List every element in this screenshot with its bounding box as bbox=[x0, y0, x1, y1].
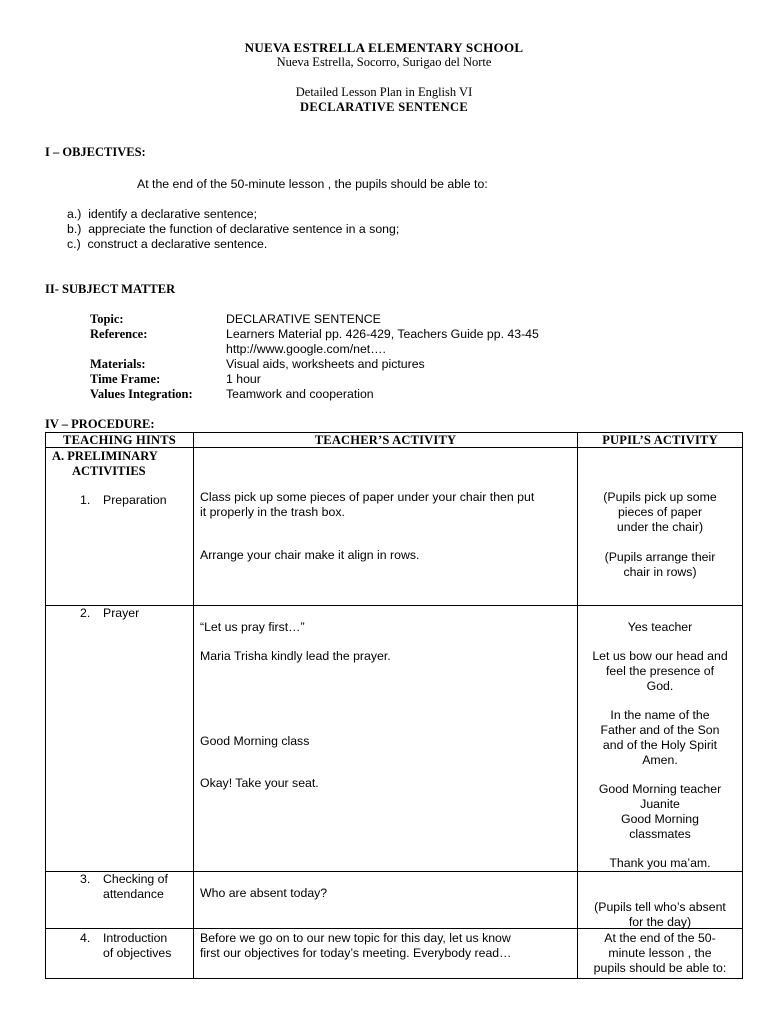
pupil-line: God. bbox=[646, 679, 674, 693]
pupil-line: for the day) bbox=[628, 915, 692, 929]
column-header: TEACHER’S ACTIVITY bbox=[194, 433, 578, 448]
materials-label: Materials: bbox=[90, 357, 146, 371]
pupil-line: Let us bow our head and bbox=[592, 649, 728, 663]
topic-label: Topic: bbox=[90, 312, 124, 326]
section-a-label-2: ACTIVITIES bbox=[72, 464, 146, 478]
hints-cell bbox=[46, 872, 194, 929]
hint-text: Preparation bbox=[103, 493, 167, 507]
hint-text: Prayer bbox=[103, 606, 140, 620]
values-integration-value: Teamwork and cooperation bbox=[226, 387, 374, 401]
pupil-line: Good Morning teacher bbox=[598, 782, 722, 796]
column-header: TEACHING HINTS bbox=[46, 433, 194, 448]
pupil-line: Good Morning bbox=[621, 812, 699, 826]
pupil-line: Amen. bbox=[642, 753, 678, 767]
time-frame-label: Time Frame: bbox=[90, 372, 161, 386]
pupil-line: under the chair) bbox=[616, 520, 704, 534]
hint-text: of objectives bbox=[103, 946, 172, 960]
table-row bbox=[46, 448, 743, 606]
teacher-cell bbox=[194, 929, 578, 979]
pupil-line: Yes teacher bbox=[627, 620, 693, 634]
reference-url: http://www.google.com/net…. bbox=[226, 342, 386, 356]
hint-number: 3. bbox=[80, 872, 91, 886]
pupil-line: pieces of paper bbox=[617, 505, 703, 519]
column-header: PUPIL’S ACTIVITY bbox=[578, 433, 743, 448]
teacher-line: Arrange your chair make it align in rows. bbox=[200, 548, 420, 562]
pupil-line: (Pupils arrange their bbox=[604, 550, 716, 564]
table-row bbox=[46, 872, 743, 929]
pupil-line: feel the presence of bbox=[605, 664, 714, 678]
pupil-line: In the name of the bbox=[610, 708, 710, 722]
objectives-intro: At the end of the 50-minute lesson , the pupils should be able to: bbox=[137, 177, 488, 191]
pupil-line: (Pupils pick up some bbox=[603, 490, 717, 504]
materials-value: Visual aids, worksheets and pictures bbox=[226, 357, 425, 371]
time-frame-value: 1 hour bbox=[226, 372, 261, 386]
teacher-line: Good Morning class bbox=[200, 734, 310, 748]
objective-item: a.) identify a declarative sentence; bbox=[67, 207, 258, 221]
hint-text: attendance bbox=[103, 887, 164, 901]
teacher-line: Before we go on to our new topic for this day, let us know bbox=[200, 931, 511, 945]
pupil-cell bbox=[578, 929, 743, 979]
pupil-line: Thank you ma’am. bbox=[609, 856, 711, 870]
procedure-heading: IV – PROCEDURE: bbox=[45, 417, 155, 431]
teacher-cell bbox=[194, 606, 578, 872]
objective-item: b.) appreciate the function of declarative sentence in a song; bbox=[67, 222, 400, 236]
pupil-cell bbox=[578, 606, 743, 872]
lesson-title: DECLARATIVE SENTENCE bbox=[300, 100, 468, 114]
procedure-table bbox=[45, 432, 743, 979]
reference-value: Learners Material pp. 426-429, Teachers Guide pp. 43-45 bbox=[226, 327, 539, 341]
objective-item: c.) construct a declarative sentence. bbox=[67, 237, 268, 251]
hint-text: Introduction bbox=[103, 931, 168, 945]
plan-title: Detailed Lesson Plan in English VI bbox=[295, 85, 473, 99]
pupil-line: Father and of the Son bbox=[600, 723, 720, 737]
pupil-line: classmates bbox=[629, 827, 691, 841]
teacher-cell bbox=[194, 872, 578, 929]
teacher-line: Okay! Take your seat. bbox=[200, 776, 319, 790]
subject-matter-heading: II- SUBJECT MATTER bbox=[45, 282, 176, 296]
objectives-heading: I – OBJECTIVES: bbox=[45, 145, 146, 159]
table-row bbox=[46, 929, 743, 979]
hint-number: 4. bbox=[80, 931, 91, 945]
values-integration-label: Values Integration: bbox=[90, 387, 193, 401]
hints-cell bbox=[46, 606, 194, 872]
teacher-line: “Let us pray first…” bbox=[200, 620, 305, 634]
school-address: Nueva Estrella, Socorro, Surigao del Norte bbox=[276, 55, 492, 69]
teacher-line: Who are absent today? bbox=[200, 886, 328, 900]
teacher-line: first our objectives for today’s meeting. Everybody read… bbox=[200, 946, 512, 960]
hints-cell bbox=[46, 448, 194, 606]
pupil-line: At the end of the 50- bbox=[604, 931, 716, 945]
hints-cell bbox=[46, 929, 194, 979]
pupil-line: Juanite bbox=[640, 797, 680, 811]
teacher-line: Class pick up some pieces of paper under your chair then put bbox=[200, 490, 535, 504]
pupil-line: minute lesson , the bbox=[608, 946, 712, 960]
hint-text: Checking of bbox=[103, 872, 168, 886]
section-a-label: A. PRELIMINARY bbox=[52, 449, 158, 463]
reference-label: Reference: bbox=[90, 327, 148, 341]
table-row bbox=[46, 606, 743, 872]
pupil-line: (Pupils tell who’s absent bbox=[594, 900, 726, 914]
hint-number: 2. bbox=[80, 606, 91, 620]
hint-number: 1. bbox=[80, 493, 91, 507]
pupil-cell bbox=[578, 448, 743, 606]
table-header-row bbox=[46, 433, 743, 448]
school-name: NUEVA ESTRELLA ELEMENTARY SCHOOL bbox=[244, 40, 524, 55]
teacher-line: it properly in the trash box. bbox=[200, 505, 345, 519]
pupil-line: and of the Holy Spirit bbox=[602, 738, 718, 752]
pupil-line: pupils should be able to: bbox=[593, 961, 727, 975]
teacher-cell bbox=[194, 448, 578, 606]
topic-value: DECLARATIVE SENTENCE bbox=[226, 312, 381, 326]
pupil-cell bbox=[578, 872, 743, 929]
pupil-line: chair in rows) bbox=[623, 565, 697, 579]
teacher-line: Maria Trisha kindly lead the prayer. bbox=[200, 649, 391, 663]
